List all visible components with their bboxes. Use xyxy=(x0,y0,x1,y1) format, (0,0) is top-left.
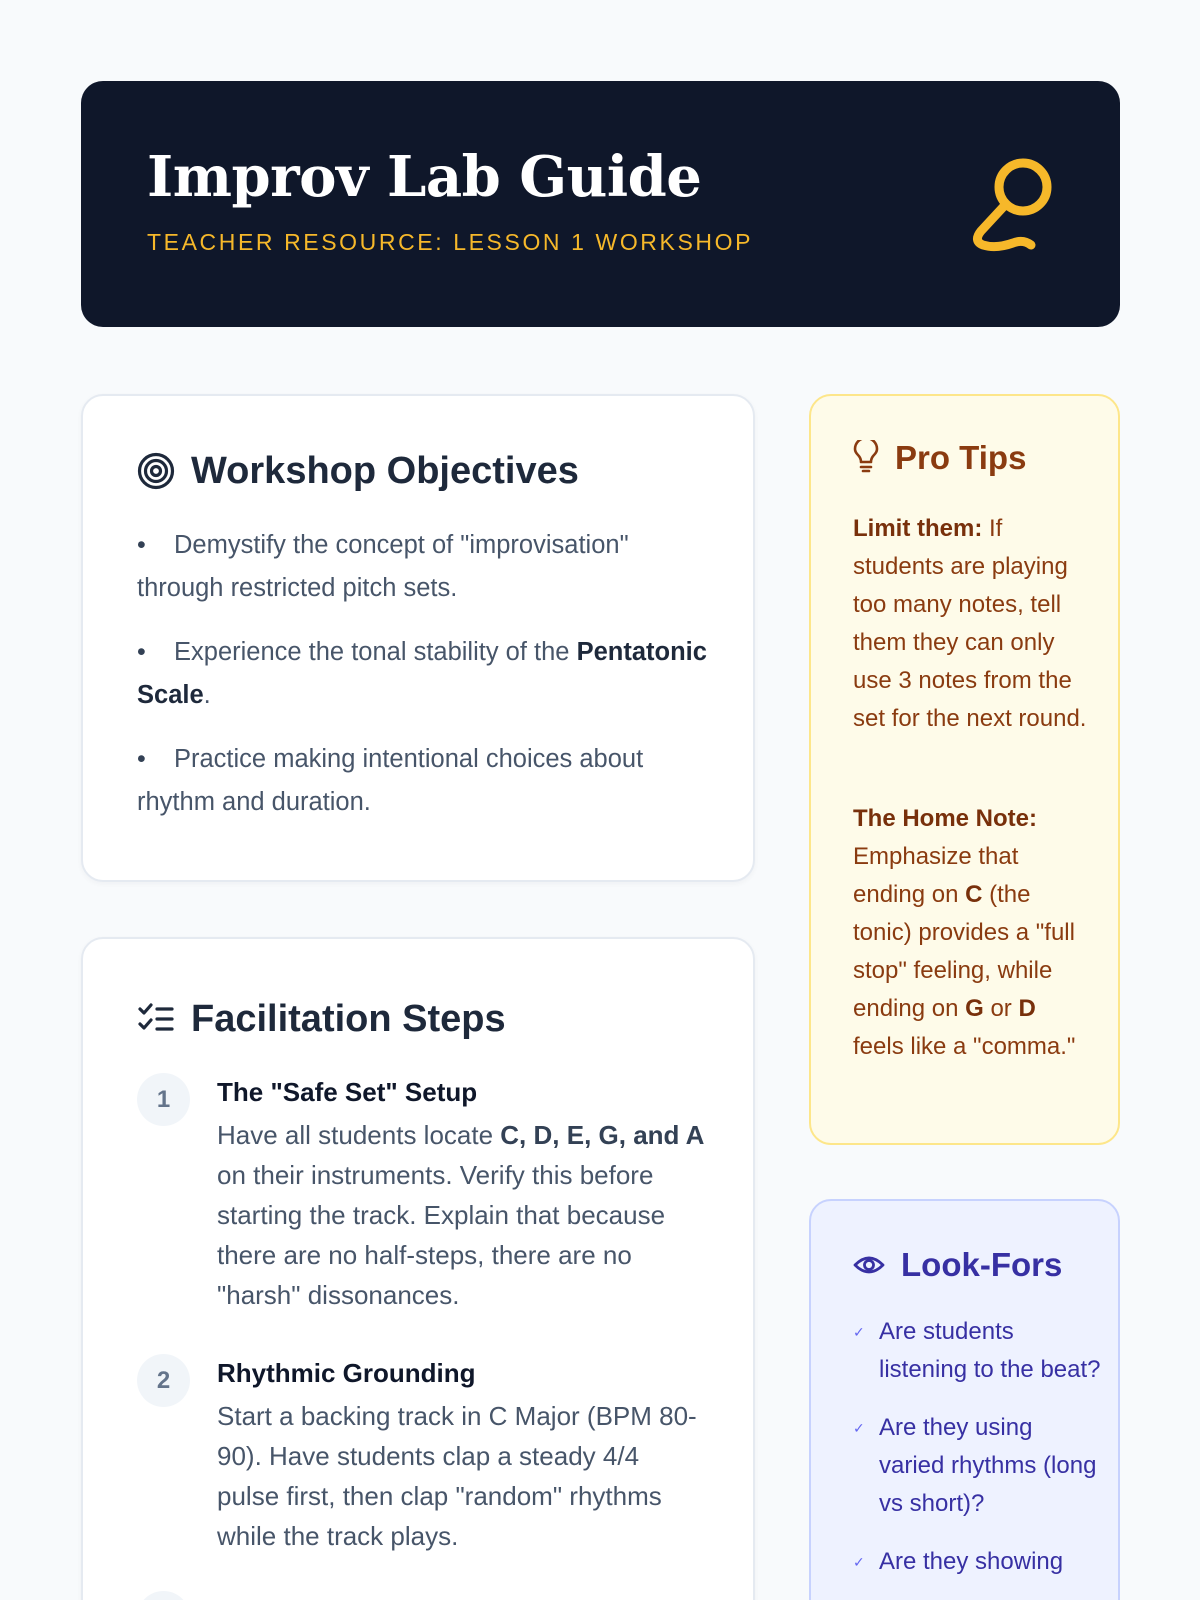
checklist-icon xyxy=(137,1000,175,1038)
look-fors-list xyxy=(853,1313,1103,1600)
page-title: Improv Lab Guide xyxy=(147,144,702,210)
step-body: Start a backing track in C Major (BPM 80-90). Have students clap a steady 4/4 pulse first, then clap "random" rhythms while the track plays. xyxy=(217,1401,697,1551)
pro-tips-heading xyxy=(853,440,1026,474)
pro-tips-heading-text: Pro Tips xyxy=(895,438,1027,476)
list-item: • Practice making intentional choices about rhythm and duration. xyxy=(137,745,644,816)
objectives-card xyxy=(81,394,755,882)
objectives-heading-text: Workshop Objectives xyxy=(191,450,579,492)
list-item: ✓ Are students listening to the beat? xyxy=(853,1313,1103,1389)
look-fors-heading xyxy=(853,1248,1062,1281)
header-banner xyxy=(81,81,1120,327)
look-fors-heading-text: Look-Fors xyxy=(901,1246,1063,1283)
step-title: Rhythmic Grounding xyxy=(217,1358,476,1388)
target-icon xyxy=(137,452,175,490)
step-number xyxy=(137,1591,190,1600)
lightbulb-icon xyxy=(853,440,879,474)
step-title: The "Safe Set" Setup xyxy=(217,1077,478,1107)
page-subtitle: TEACHER RESOURCE: LESSON 1 WORKSHOP xyxy=(147,229,754,255)
step-number: 1 xyxy=(137,1073,190,1126)
check-icon: ✓ xyxy=(853,1554,865,1570)
look-fors-card xyxy=(809,1199,1120,1600)
pro-tips-card xyxy=(809,394,1120,1145)
eye-icon xyxy=(853,1253,885,1277)
list-item: ✓ Are they using varied rhythms (long vs short)? xyxy=(853,1409,1103,1523)
facilitation-heading-text: Facilitation Steps xyxy=(191,998,506,1040)
tip-limit: Limit them: If students are playing too many notes, tell them they can only use 3 notes from the set for the next round. xyxy=(853,515,1087,732)
objectives-heading xyxy=(137,452,579,490)
step-body: Have all students locate C, D, E, G, and A on their instruments. Verify this before starting the track. Explain that because there are no half-steps, there are no "harsh" dissonances. xyxy=(217,1120,705,1310)
check-icon: ✓ xyxy=(853,1324,865,1340)
list-item: • Demystify the concept of "improvisation" through restricted pitch sets. xyxy=(137,531,629,602)
facilitation-heading xyxy=(137,1000,506,1038)
objectives-list xyxy=(137,524,717,845)
list-item: • Experience the tonal stability of the Pentatonic Scale. xyxy=(137,638,707,709)
step-number: 2 xyxy=(137,1354,190,1407)
tip-home-note: The Home Note: Emphasize that ending on C (the tonic) provides a "full stop" feeling, while ending on G or D feels like a "comma." xyxy=(853,805,1076,1060)
microphone-icon xyxy=(961,149,1061,259)
check-icon: ✓ xyxy=(853,1420,865,1436)
facilitation-card xyxy=(81,937,755,1600)
list-item: ✓ Are they showing xyxy=(853,1543,1103,1581)
